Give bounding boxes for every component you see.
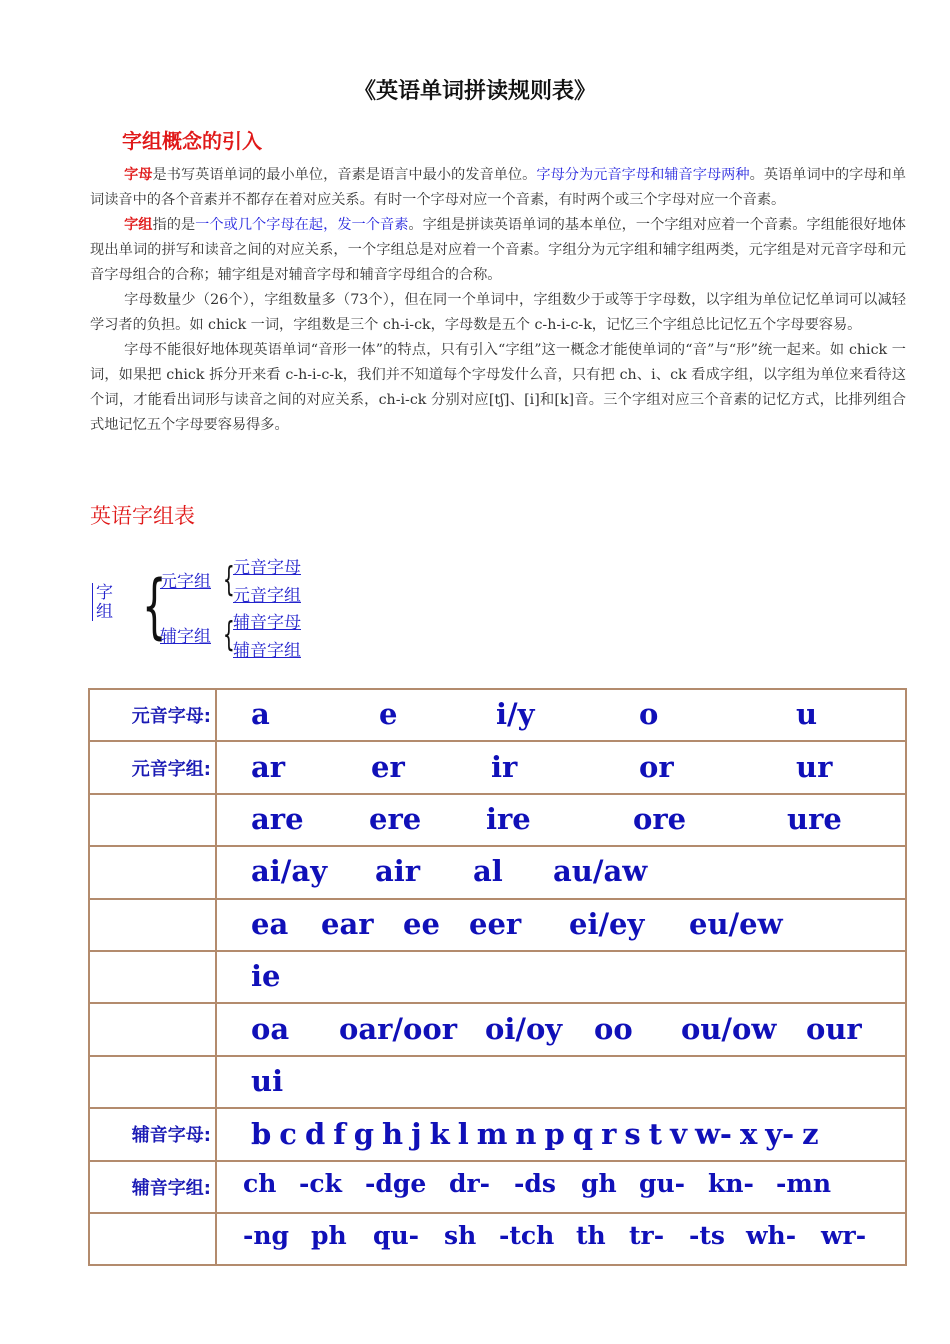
- letter-group-token: e: [379, 697, 398, 732]
- tree-link-vowel-groups[interactable]: 元音字组: [233, 586, 301, 606]
- text-span: 。英语单词中的字母和单词读音中的各个音素并不都存在着对应关系。有时一个字母对应一个音素，有时两个或三个字母对应一个音素。: [90, 167, 906, 208]
- letter-group-token: p: [544, 1117, 565, 1152]
- text-span: 一个或几个字母在起，发一个音素: [195, 217, 409, 233]
- tree-link-yuan[interactable]: 元字组: [160, 572, 211, 592]
- letter-group-token: ee: [403, 906, 440, 941]
- text-span: 字组: [124, 217, 153, 233]
- row-label: 辅音字组:: [89, 1161, 216, 1213]
- letter-group-token: f: [333, 1117, 346, 1152]
- letter-group-token: c: [279, 1117, 297, 1152]
- letter-group-token: ai/ay: [251, 854, 328, 889]
- row-content: [216, 794, 906, 846]
- row-content: [216, 951, 906, 1003]
- tree-link-consonant-letters[interactable]: 辅音字母: [233, 613, 301, 633]
- letter-group-token: r: [601, 1117, 617, 1152]
- letter-group-token: dr-: [449, 1168, 491, 1198]
- letter-group-token: ch: [243, 1168, 277, 1198]
- letter-group-token: th: [576, 1221, 606, 1251]
- intro-text: [90, 163, 906, 438]
- letter-group-token: oar/oor: [339, 1011, 457, 1046]
- table-row: [89, 741, 906, 793]
- tree-brace-fu: {: [222, 615, 235, 655]
- row-label: 元音字母:: [89, 689, 216, 741]
- letter-group-token: w-: [694, 1117, 732, 1152]
- tree-brace-main: {: [142, 565, 167, 647]
- letter-group-token: z: [802, 1117, 819, 1152]
- letter-group-token: t: [648, 1117, 663, 1152]
- tree-brace-yuan: {: [222, 560, 235, 600]
- intro-paragraph: [90, 288, 906, 338]
- table-row: [89, 1108, 906, 1160]
- letter-group-token: our: [806, 1011, 862, 1046]
- table-row: [89, 1003, 906, 1055]
- intro-paragraph: [90, 213, 906, 288]
- table-row: [89, 794, 906, 846]
- letter-group-token: ie: [251, 959, 281, 994]
- letter-group-token: i/y: [496, 697, 535, 732]
- letter-group-token: a: [251, 697, 270, 732]
- letter-group-token: -ds: [514, 1168, 556, 1198]
- letter-group-token: ore: [633, 801, 687, 836]
- row-content: [216, 741, 906, 793]
- letter-group-token: j: [411, 1117, 422, 1152]
- row-content: [216, 1161, 906, 1213]
- tree-link-fu[interactable]: 辅字组: [160, 627, 211, 647]
- row-label: [89, 1056, 216, 1108]
- letter-group-token: ei/ey: [569, 906, 645, 941]
- table-row: [89, 1056, 906, 1108]
- letter-group-token: -ng: [243, 1221, 290, 1251]
- row-label: [89, 951, 216, 1003]
- letter-group-token: -dge: [365, 1168, 427, 1198]
- letter-group-token: al: [473, 854, 503, 889]
- letter-group-token: wr-: [821, 1221, 867, 1251]
- letter-group-token: au/aw: [553, 854, 648, 889]
- letter-group-token: o: [639, 697, 659, 732]
- letter-group-table: [88, 688, 907, 1266]
- text-span: 指的是: [152, 217, 196, 233]
- letter-group-token: oo: [594, 1011, 633, 1046]
- row-label: 辅音字母:: [89, 1108, 216, 1160]
- row-label: [89, 794, 216, 846]
- table-row: [89, 951, 906, 1003]
- letter-group-token: gu-: [639, 1168, 686, 1198]
- table-row: [89, 689, 906, 741]
- letter-group-token: b: [251, 1117, 272, 1152]
- letter-group-token: v: [670, 1117, 687, 1152]
- letter-group-token: s: [624, 1117, 641, 1152]
- letter-group-token: oa: [251, 1011, 290, 1046]
- letter-group-token: ir: [491, 749, 518, 784]
- text-span: 字母: [124, 167, 153, 183]
- letter-group-token: are: [251, 801, 304, 836]
- letter-group-token: -tch: [499, 1221, 555, 1251]
- letter-group-token: ar: [251, 749, 286, 784]
- letter-group-token: eu/ew: [689, 906, 783, 941]
- letter-group-token: -mn: [776, 1168, 832, 1198]
- text-span: 字母数量少（26个），字组数量多（73个），但在同一个单词中，字组数少于或等于字母数，以字组为单位记忆单词可以减轻学习者的负担。如 chick 一词，字组数是三个 ch-i-ck，字母数是五个 c-h-i-c-k，记忆三个字组总比记忆五个字母要容易。: [90, 292, 906, 333]
- row-content: [216, 1056, 906, 1108]
- letter-group-token: ui: [251, 1063, 284, 1098]
- letter-group-token: x: [739, 1117, 758, 1152]
- letter-group-tree: [90, 555, 330, 665]
- letter-group-token: g: [353, 1117, 374, 1152]
- letter-group-token: kn-: [708, 1168, 754, 1198]
- row-label: [89, 899, 216, 951]
- letter-group-token: y-: [765, 1117, 795, 1152]
- letter-group-token: q: [572, 1117, 594, 1152]
- row-content: [216, 1108, 906, 1160]
- letter-group-token: ea: [251, 906, 289, 941]
- letter-group-token: ou/ow: [681, 1011, 777, 1046]
- table-row: [89, 846, 906, 898]
- letter-group-token: ur: [796, 749, 833, 784]
- letter-group-token: or: [639, 749, 674, 784]
- row-content: [216, 1003, 906, 1055]
- letter-group-token: ere: [369, 801, 422, 836]
- section-heading: 字组概念的引入: [122, 129, 262, 153]
- letter-group-token: tr-: [629, 1221, 665, 1251]
- letter-group-token: h: [382, 1117, 404, 1152]
- letter-group-token: -ck: [299, 1168, 342, 1198]
- table-row: [89, 1161, 906, 1213]
- letter-group-token: ph: [311, 1221, 347, 1251]
- letter-group-token: qu-: [373, 1221, 420, 1251]
- letter-group-token: d: [304, 1117, 326, 1152]
- intro-paragraph: [90, 163, 906, 213]
- letter-group-token: u: [796, 697, 818, 732]
- letter-group-token: ire: [486, 801, 531, 836]
- letter-group-token: wh-: [746, 1221, 797, 1251]
- letter-group-token: l: [457, 1117, 469, 1152]
- text-span: 是书写英语单词的最小单位，音素是语言中最小的发音单位。: [152, 167, 537, 183]
- row-content: [216, 689, 906, 741]
- table-row: [89, 1213, 906, 1265]
- tree-link-vowel-letters[interactable]: 元音字母: [233, 558, 301, 578]
- intro-paragraph: [90, 338, 906, 438]
- letter-group-token: n: [515, 1117, 537, 1152]
- letter-group-token: k: [429, 1117, 450, 1152]
- letter-group-token: ear: [321, 906, 374, 941]
- text-span: 字母不能很好地体现英语单词“音形一体”的特点，只有引入“字组”这一概念才能使单词的“音”与“形”统一起来。如 chick 一词，如果把 chick 拆分开来看 c-h-i-c-k，我们并不知道每个字母发什么音，只有把 ch、i、ck 看成字组，以字组为单位来看待这个词，才能看出词形与读音之间的对应关系，ch-i-ck 分别对应[tʃ]、[i]和[k]音。三个字组对应三个音素的记忆方式，比排列组合式地记忆五个字母要容易得多。: [90, 342, 906, 433]
- letter-group-token: ure: [787, 801, 842, 836]
- row-label: 元音字组:: [89, 741, 216, 793]
- letter-group-token: m: [476, 1117, 508, 1152]
- row-content: [216, 899, 906, 951]
- letter-group-token: sh: [444, 1221, 477, 1251]
- letter-group-token: -ts: [689, 1221, 725, 1251]
- row-label: [89, 1213, 216, 1265]
- letter-group-token: er: [371, 749, 405, 784]
- text-span: 字母分为元音字母和辅音字母两种: [536, 167, 750, 183]
- letter-group-token: air: [375, 854, 421, 889]
- row-label: [89, 846, 216, 898]
- letter-group-token: gh: [581, 1168, 617, 1198]
- table-row: [89, 899, 906, 951]
- row-label: [89, 1003, 216, 1055]
- row-content: [216, 846, 906, 898]
- document-title: 《英语单词拼读规则表》: [353, 79, 596, 104]
- row-content: [216, 1213, 906, 1265]
- table-heading: 英语字组表: [90, 504, 195, 528]
- text-span: 。字组是拼读英语单词的基本单位，一个字组对应着一个音素。字组能很好地体现出单词的拼写和读音之间的对应关系，一个字组总是对应着一个音素。字组分为元字组和辅字组两类，元字组是对元音字母和元音字母组合的合称；辅字组是对辅音字母和辅音字母组合的合称。: [90, 217, 906, 283]
- letter-group-token: eer: [469, 906, 522, 941]
- letter-group-token: oi/oy: [485, 1011, 563, 1046]
- tree-link-consonant-groups[interactable]: 辅音字组: [233, 641, 301, 661]
- tree-root-link[interactable]: 字组: [92, 583, 112, 621]
